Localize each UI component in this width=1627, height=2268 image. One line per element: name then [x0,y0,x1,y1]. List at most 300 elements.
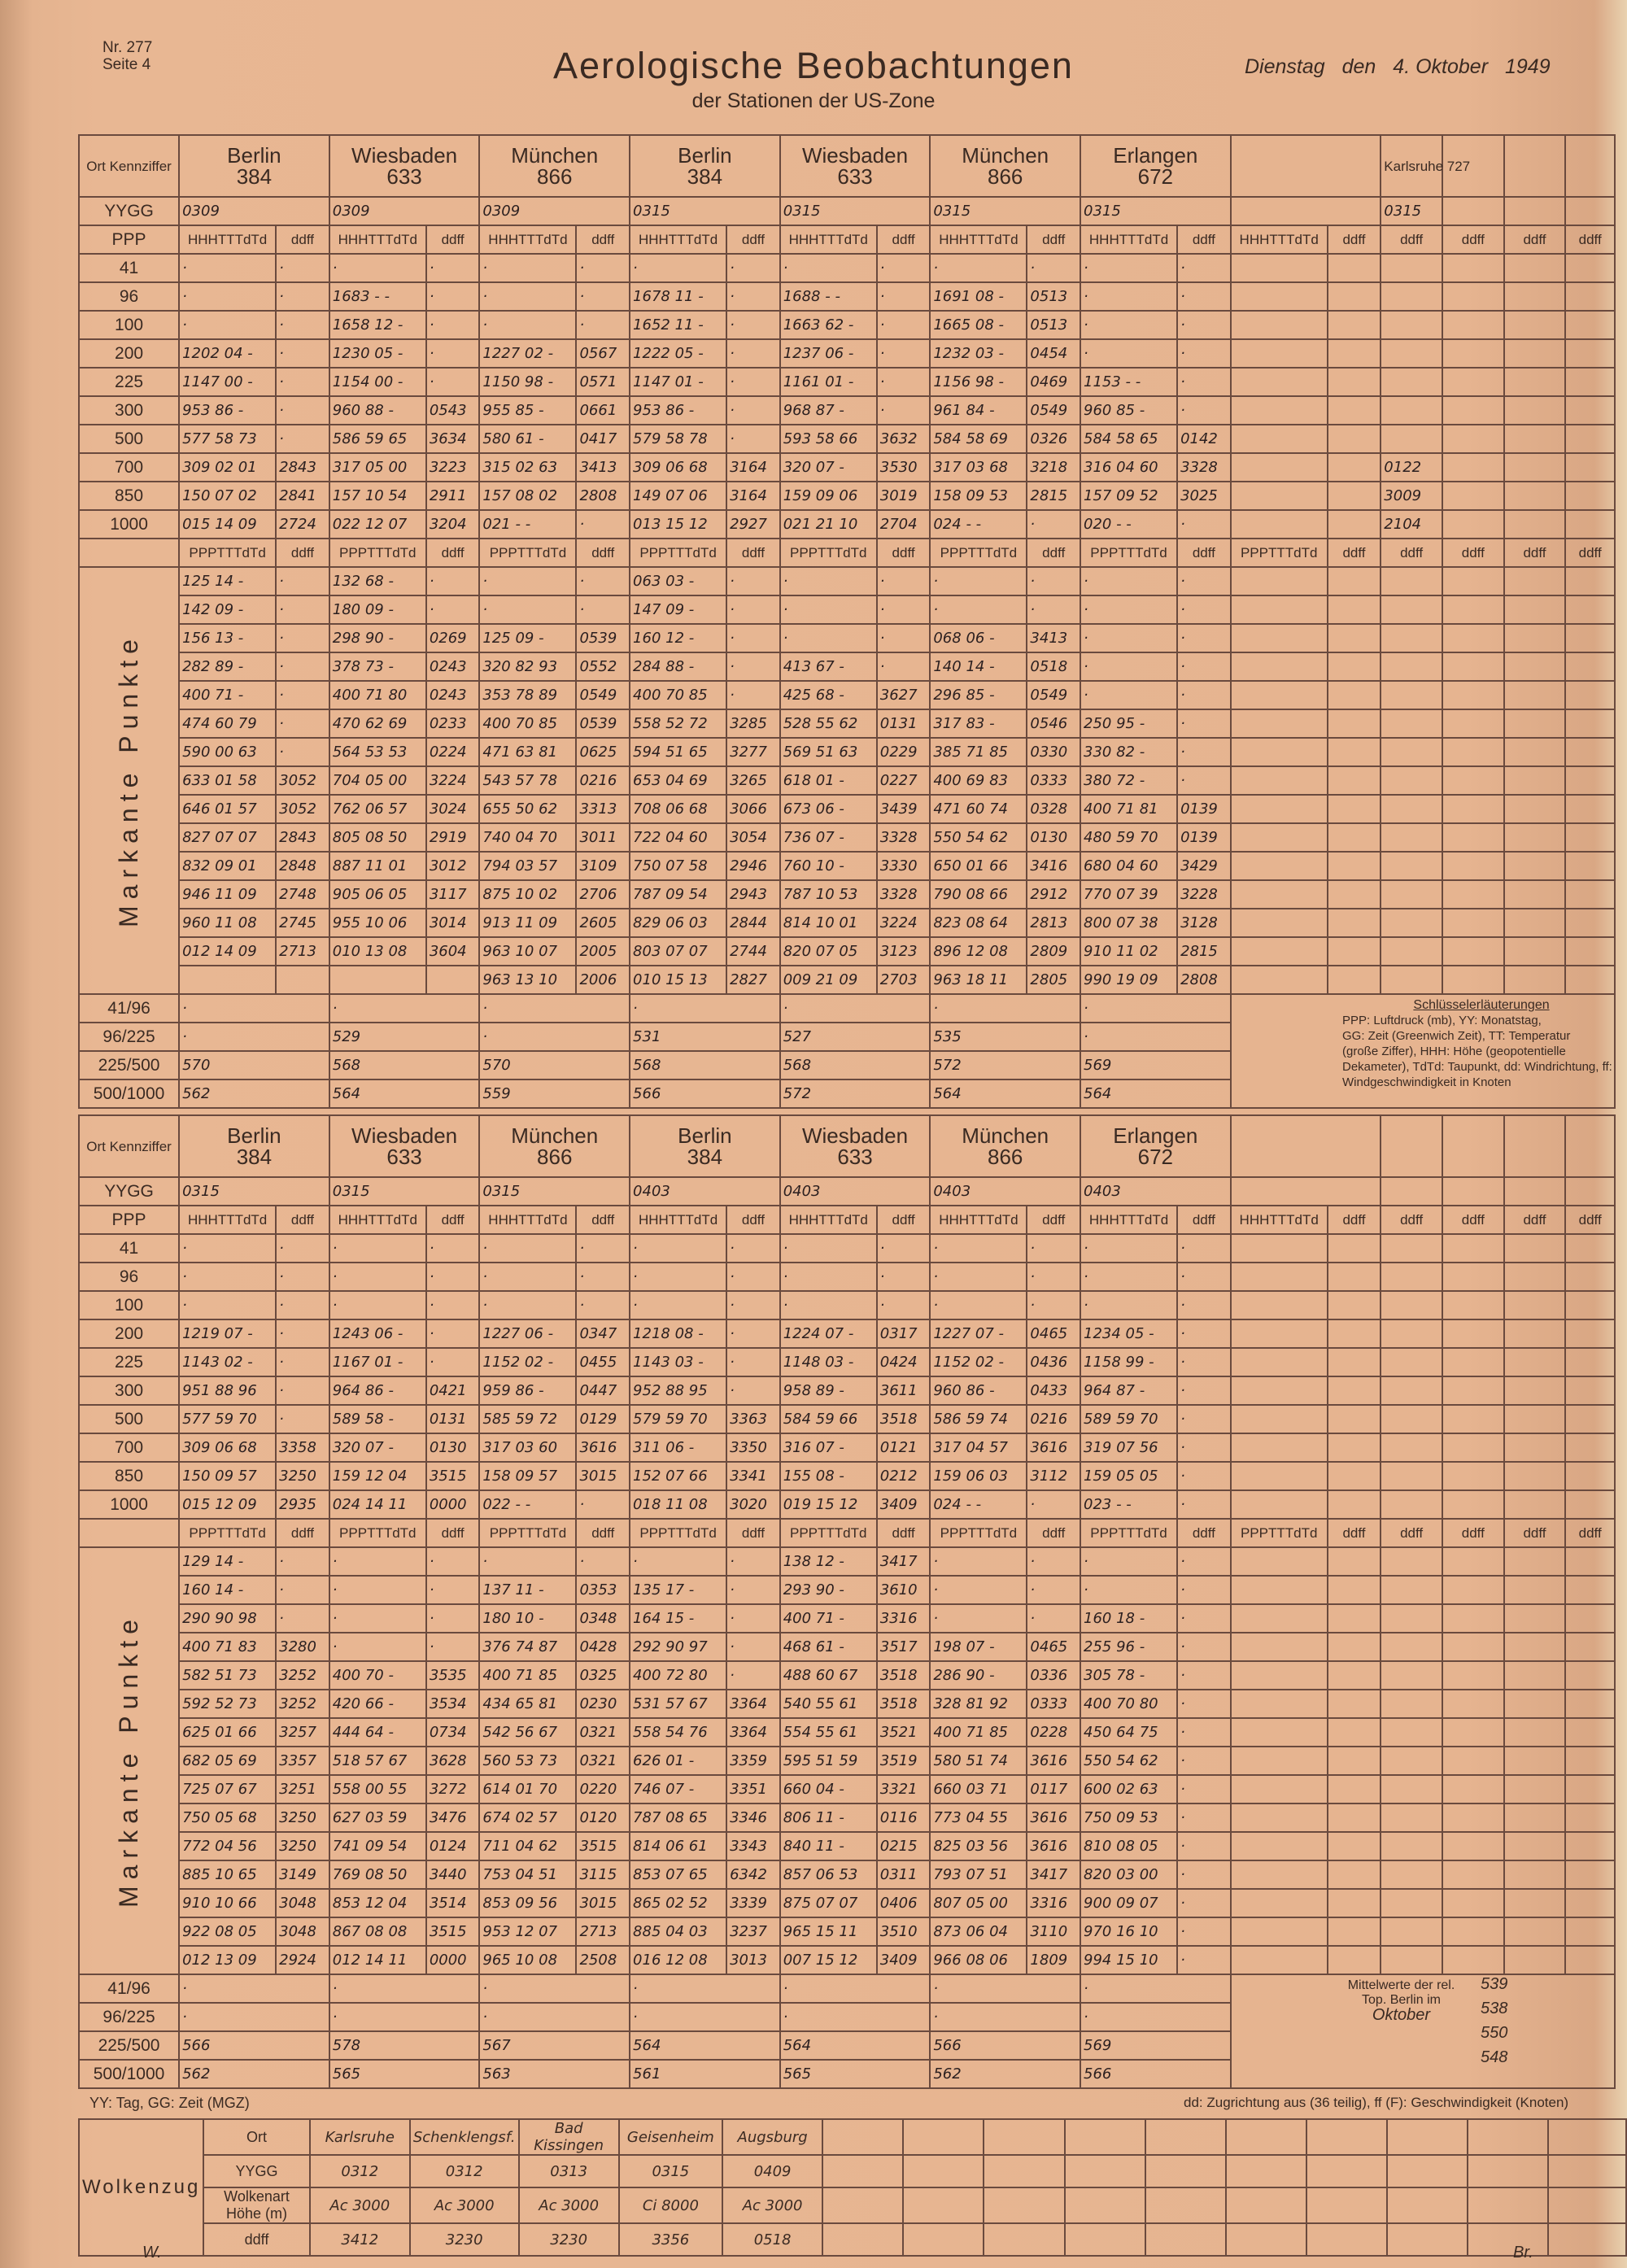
empty-cell [1328,738,1381,766]
data-cell: 865 02 52 [630,1889,726,1917]
data-cell: 3364 [726,1718,780,1747]
empty-cell [1442,339,1504,368]
empty-cell [1328,1234,1381,1263]
empty-cell [1381,1405,1442,1433]
data-cell: 012 13 09 [179,1946,276,1974]
empty-cell [1381,1604,1442,1633]
empty-cell [1442,282,1504,311]
empty-cell [1231,1348,1328,1376]
data-cell: 0130 [426,1433,480,1462]
empty-cell [1387,2223,1468,2256]
station-name: München [962,143,1049,168]
data-cell: · [726,396,780,425]
legend-line: (große Ziffer), HHH: Höhe (geopotentielle Dekameter), TdTd: Taupunkt, dd: Windrichtung, ff: Windgeschwindigkeit in Knoten [1342,1045,1612,1089]
data-cell: 2919 [426,823,480,852]
data-cell: · [877,1291,931,1319]
data-cell: 922 08 05 [179,1917,276,1946]
data-cell: 1665 08 - [930,311,1027,339]
data-cell: 3616 [1027,1747,1080,1775]
empty-station [1381,1115,1442,1177]
data-cell: 022 - - [479,1490,576,1519]
data-cell: 960 88 - [329,396,426,425]
data-cell: 646 01 57 [179,795,276,823]
data-cell: · [780,595,877,624]
empty-cell [1231,909,1328,937]
ddff-header: ddff [1504,225,1566,254]
empty-cell [1328,1775,1381,1803]
column-header-row [79,1206,1615,1234]
station-name: Berlin [227,1123,281,1148]
data-cell: 963 18 11 [930,966,1027,994]
empty-cell [1381,1661,1442,1690]
data-cell: 820 03 00 [1080,1860,1177,1889]
column-header-row [79,1519,1615,1547]
data-cell: 0661 [576,396,630,425]
pppt-header: PPPTTTdTd [780,1519,877,1547]
data-cell: 3628 [426,1747,480,1775]
empty-cell [1442,1576,1504,1604]
empty-cell [1442,425,1504,453]
mittel-value: 538 [1481,2000,1508,2017]
wolkenzug-value: 0313 [519,2155,619,2187]
data-cell: 674 02 57 [479,1803,576,1832]
data-cell: 152 07 66 [630,1462,726,1490]
data-cell: 773 04 55 [930,1803,1027,1832]
empty-cell [1231,567,1328,595]
data-cell: 540 55 61 [780,1690,877,1718]
data-cell: 3015 [576,1462,630,1490]
data-cell: · [276,254,329,282]
data-cell: · [276,368,329,396]
data-cell: 488 60 67 [780,1661,877,1690]
pressure-level: 96 [79,282,179,311]
data-cell: 3328 [877,823,931,852]
ddff-header: ddff [576,1519,630,1547]
empty-cell [1565,766,1615,795]
data-cell: 770 07 39 [1080,880,1177,909]
markante-row [79,681,1615,709]
pppt-header: PPPTTTdTd [329,539,426,567]
data-cell: 3517 [877,1633,931,1661]
data-cell: 2911 [426,482,480,510]
data-cell: · [1177,1775,1231,1803]
rel-top-value: · [179,1023,329,1051]
level-row [79,254,1615,282]
data-cell: 3015 [576,1889,630,1917]
pressure-level: 225 [79,1348,179,1376]
empty-cell [1328,1690,1381,1718]
data-cell: 450 64 75 [1080,1718,1177,1747]
data-cell: 680 04 60 [1080,852,1177,880]
data-cell: 1218 08 - [630,1319,726,1348]
ddff-header: ddff [1177,1519,1231,1547]
rel-top-value: · [479,1023,630,1051]
data-cell: · [877,311,931,339]
data-cell: · [426,595,480,624]
data-cell: 0230 [576,1690,630,1718]
empty-cell [903,2187,984,2223]
data-cell: 970 16 10 [1080,1917,1177,1946]
data-cell: 255 96 - [1080,1633,1177,1661]
data-cell: 569 51 63 [780,738,877,766]
station-number: 384 [687,1145,723,1169]
karlsruhe-cell [1381,282,1442,311]
empty-cell [1565,1690,1615,1718]
data-cell: · [1177,311,1231,339]
data-cell: · [1177,1803,1231,1832]
data-cell: 994 15 10 [1080,1946,1177,1974]
data-cell: · [930,595,1027,624]
data-cell: 3237 [726,1917,780,1946]
data-cell: · [329,254,426,282]
empty-cell [1231,1405,1328,1433]
data-cell: 580 61 - [479,425,576,453]
data-cell: 021 - - [479,510,576,539]
rel-top-value: 561 [630,2060,780,2088]
empty-cell [1381,652,1442,681]
data-cell: 125 09 - [479,624,576,652]
empty-cell [1504,709,1566,738]
station-number: 384 [236,1145,273,1169]
data-cell: 0447 [576,1376,630,1405]
empty-cell [1231,1490,1328,1519]
empty-cell [1442,880,1504,909]
pressure-level: 96 [79,1263,179,1291]
ddff-header: ddff [877,1206,931,1234]
empty-cell [1565,425,1615,453]
data-cell: 311 06 - [630,1433,726,1462]
data-cell: 0269 [426,624,480,652]
empty-cell [1442,709,1504,738]
ddff-header: ddff [877,1519,931,1547]
empty-cell [1565,595,1615,624]
empty-cell [1231,1917,1328,1946]
empty-cell [1504,1462,1566,1490]
data-cell: · [1177,567,1231,595]
empty-cell [903,2155,984,2187]
data-cell: 320 82 93 [479,652,576,681]
data-cell: 471 60 74 [930,795,1027,823]
data-cell: · [1027,1490,1080,1519]
empty-cell [1504,1490,1566,1519]
empty-cell [1442,1775,1504,1803]
data-cell: 3610 [877,1576,931,1604]
data-cell: 0546 [1027,709,1080,738]
karlsruhe-cell: 0122 [1381,453,1442,482]
key-explanations [1342,997,1620,1090]
data-cell: · [276,652,329,681]
level-row [79,339,1615,368]
footer-right: dd: Zugrichtung aus (36 teilig), ff (F): Geschwindigkeit (Knoten) [1184,2095,1569,2110]
data-cell: 722 04 60 [630,823,726,852]
data-cell: 3514 [426,1889,480,1917]
empty-cell [1565,709,1615,738]
data-cell: 3321 [877,1775,931,1803]
karlsruhe-cell: 2104 [1381,510,1442,539]
data-cell: 1153 - - [1080,368,1177,396]
data-cell: · [179,1263,276,1291]
data-cell: 853 09 56 [479,1889,576,1917]
empty-cell [1565,1348,1615,1376]
empty-cell [1381,738,1442,766]
data-cell: 0220 [576,1775,630,1803]
data-cell: 951 88 96 [179,1376,276,1405]
data-cell: 317 83 - [930,709,1027,738]
wolkenzug-value: Ci 8000 [619,2187,722,2223]
data-cell: 0333 [1027,766,1080,795]
rel-top-value: · [179,1974,329,2003]
data-cell: 579 58 78 [630,425,726,453]
empty-cell [1504,1633,1566,1661]
empty-cell [1381,1490,1442,1519]
empty-cell [1442,1263,1504,1291]
ddff-header: ddff [1177,225,1231,254]
data-cell: 3616 [1027,1433,1080,1462]
yygg-row [79,1177,1615,1206]
hhh-header: HHHTTTdTd [179,225,276,254]
data-cell: · [426,1319,480,1348]
level-row [79,453,1615,482]
data-cell: · [930,1291,1027,1319]
ddff-header: ddff [1381,225,1442,254]
wolkenzug-value: Ac 3000 [310,2187,410,2223]
karlsruhe-cell: 3009 [1381,482,1442,510]
rel-top-value: 570 [479,1051,630,1079]
data-cell: 518 57 67 [329,1747,426,1775]
markante-row [79,766,1615,795]
data-cell: 0139 [1177,823,1231,852]
data-cell: 3052 [276,795,329,823]
ppp-label: PPP [79,225,179,254]
empty-cell [1504,1946,1566,1974]
rel-top-value: · [780,994,931,1023]
empty-cell [1504,1718,1566,1747]
level-row [79,1291,1615,1319]
empty-cell [1468,2119,1548,2155]
data-cell: 564 53 53 [329,738,426,766]
station-header [930,1115,1080,1177]
data-cell: 1158 99 - [1080,1348,1177,1376]
data-cell: · [780,1263,877,1291]
yygg-value: 0315 [479,1177,630,1206]
empty-cell [1442,1946,1504,1974]
empty-cell [1565,282,1615,311]
pppt-header: PPPTTTdTd [630,1519,726,1547]
data-cell: 0311 [877,1860,931,1889]
pppt-header: PPPTTTdTd [179,1519,276,1547]
markante-row [79,1576,1615,1604]
data-cell: · [576,1234,630,1263]
data-cell: 746 07 - [630,1775,726,1803]
data-cell: 1227 02 - [479,339,576,368]
empty-cell [1565,880,1615,909]
data-cell: · [576,1547,630,1576]
data-cell: 296 85 - [930,681,1027,709]
observation-date [1245,55,1562,79]
empty-cell [1442,1633,1504,1661]
empty-cell [1381,937,1442,966]
data-cell: · [426,254,480,282]
page-title: Aerologische Beobachtungen [553,45,1074,86]
rel-top-value: · [930,2003,1080,2031]
data-cell: 159 06 03 [930,1462,1027,1490]
ddff-header: ddff [1177,1206,1231,1234]
data-cell: · [1080,1547,1177,1576]
data-cell: 3024 [426,795,480,823]
empty-cell [1231,1263,1328,1291]
empty-cell [1231,852,1328,880]
empty-cell [1328,1860,1381,1889]
data-cell: · [1177,254,1231,282]
station-number: 384 [236,164,273,189]
data-cell: · [726,1291,780,1319]
data-cell: · [426,339,480,368]
data-cell: 0124 [426,1832,480,1860]
empty-cell [1381,1860,1442,1889]
markante-row [79,595,1615,624]
data-cell: · [426,1547,480,1576]
empty-cell [1565,254,1615,282]
karlsruhe-cell [1381,254,1442,282]
data-cell: 3025 [1177,482,1231,510]
data-cell: 582 51 73 [179,1661,276,1690]
data-cell: 2808 [1177,966,1231,994]
data-cell: 3265 [726,766,780,795]
data-cell: · [1027,1291,1080,1319]
data-cell: 3316 [1027,1889,1080,1917]
data-cell: 584 58 69 [930,425,1027,453]
hhh-header: HHHTTTdTd [630,225,726,254]
data-cell: 0212 [877,1462,931,1490]
empty-cell [1231,966,1328,994]
rel-top-value: 559 [479,1079,630,1108]
empty-cell [1565,852,1615,880]
data-cell: · [630,1234,726,1263]
data-cell: · [329,1604,426,1633]
empty-cell [1565,482,1615,510]
data-cell: · [780,567,877,595]
data-cell: 0469 [1027,368,1080,396]
ddff-header: ddff [726,539,780,567]
empty-cell [1548,2223,1626,2256]
data-cell: 474 60 79 [179,709,276,738]
data-cell: 068 06 - [930,624,1027,652]
wolkenzug-row-label: Wolkenart Höhe (m) [203,2187,309,2223]
data-cell: · [726,1234,780,1263]
empty-cell [1231,1718,1328,1747]
data-cell: 160 18 - [1080,1604,1177,1633]
data-cell: 3518 [877,1690,931,1718]
empty-cell [1328,282,1381,311]
data-cell: 125 14 - [179,567,276,595]
data-cell: · [479,1291,576,1319]
data-cell: 135 17 - [630,1576,726,1604]
mittel-value: 550 [1481,2024,1508,2042]
data-cell: 558 54 76 [630,1718,726,1747]
data-cell: 2815 [1027,482,1080,510]
data-cell: · [1177,1576,1231,1604]
data-cell: 2843 [276,453,329,482]
empty-cell [1381,1376,1442,1405]
empty-cell [1328,453,1381,482]
data-cell: 0549 [1027,681,1080,709]
empty-cell [1565,567,1615,595]
ddff-header: ddff [426,225,480,254]
level-row [79,1405,1615,1433]
data-cell: 963 13 10 [479,966,576,994]
data-cell: 805 08 50 [329,823,426,852]
rel-top-value: 564 [329,1079,480,1108]
data-cell: · [479,1547,576,1576]
empty-cell [1231,595,1328,624]
data-cell: 3363 [726,1405,780,1433]
empty-cell [1442,1319,1504,1348]
empty-cell [1504,1405,1566,1433]
data-cell: 316 07 - [780,1433,877,1462]
data-cell: 875 10 02 [479,880,576,909]
wolkenzug-label: Wolkenzug [79,2119,203,2256]
data-cell: · [276,681,329,709]
data-cell: 378 73 - [329,652,426,681]
data-cell: · [1080,282,1177,311]
data-cell: 0120 [576,1803,630,1832]
data-cell: 434 65 81 [479,1690,576,1718]
data-cell: · [576,1490,630,1519]
empty-cell [1565,738,1615,766]
yygg-value: 0315 [780,197,931,225]
markante-row [79,937,1615,966]
yygg-value: 0315 [1080,197,1231,225]
data-cell: 3228 [1177,880,1231,909]
data-cell: 0130 [1027,823,1080,852]
data-cell: 149 07 06 [630,482,726,510]
data-cell: 810 08 05 [1080,1832,1177,1860]
data-cell: · [276,1319,329,1348]
empty-cell [1565,1376,1615,1405]
empty-cell [1565,1633,1615,1661]
data-cell: 1167 01 - [329,1348,426,1376]
data-cell: 3250 [276,1832,329,1860]
data-cell: · [1177,396,1231,425]
ddff-header: ddff [1381,1519,1442,1547]
data-cell: 007 15 12 [780,1946,877,1974]
data-cell: 2946 [726,852,780,880]
data-cell: · [276,1291,329,1319]
data-cell: · [426,567,480,595]
empty-cell [1442,1917,1504,1946]
pppt-header: PPPTTTdTd [179,539,276,567]
markante-row [79,738,1615,766]
data-cell: 750 05 68 [179,1803,276,1832]
data-cell: 704 05 00 [329,766,426,795]
data-cell: · [1177,339,1231,368]
data-cell: 3316 [877,1604,931,1633]
data-cell: 0321 [576,1747,630,1775]
data-cell: 3012 [426,852,480,880]
empty-cell [1442,1690,1504,1718]
data-cell: 2744 [726,937,780,966]
data-cell: · [1177,595,1231,624]
data-cell: 3204 [426,510,480,539]
ddff-header: ddff [726,1206,780,1234]
data-cell: 3359 [726,1747,780,1775]
ddff-header: ddff [1027,539,1080,567]
ddff-header: ddff [1442,539,1504,567]
data-cell: 820 07 05 [780,937,877,966]
data-cell: 400 71 83 [179,1633,276,1661]
ddff-header: ddff [1565,225,1615,254]
empty-cell [1565,1832,1615,1860]
